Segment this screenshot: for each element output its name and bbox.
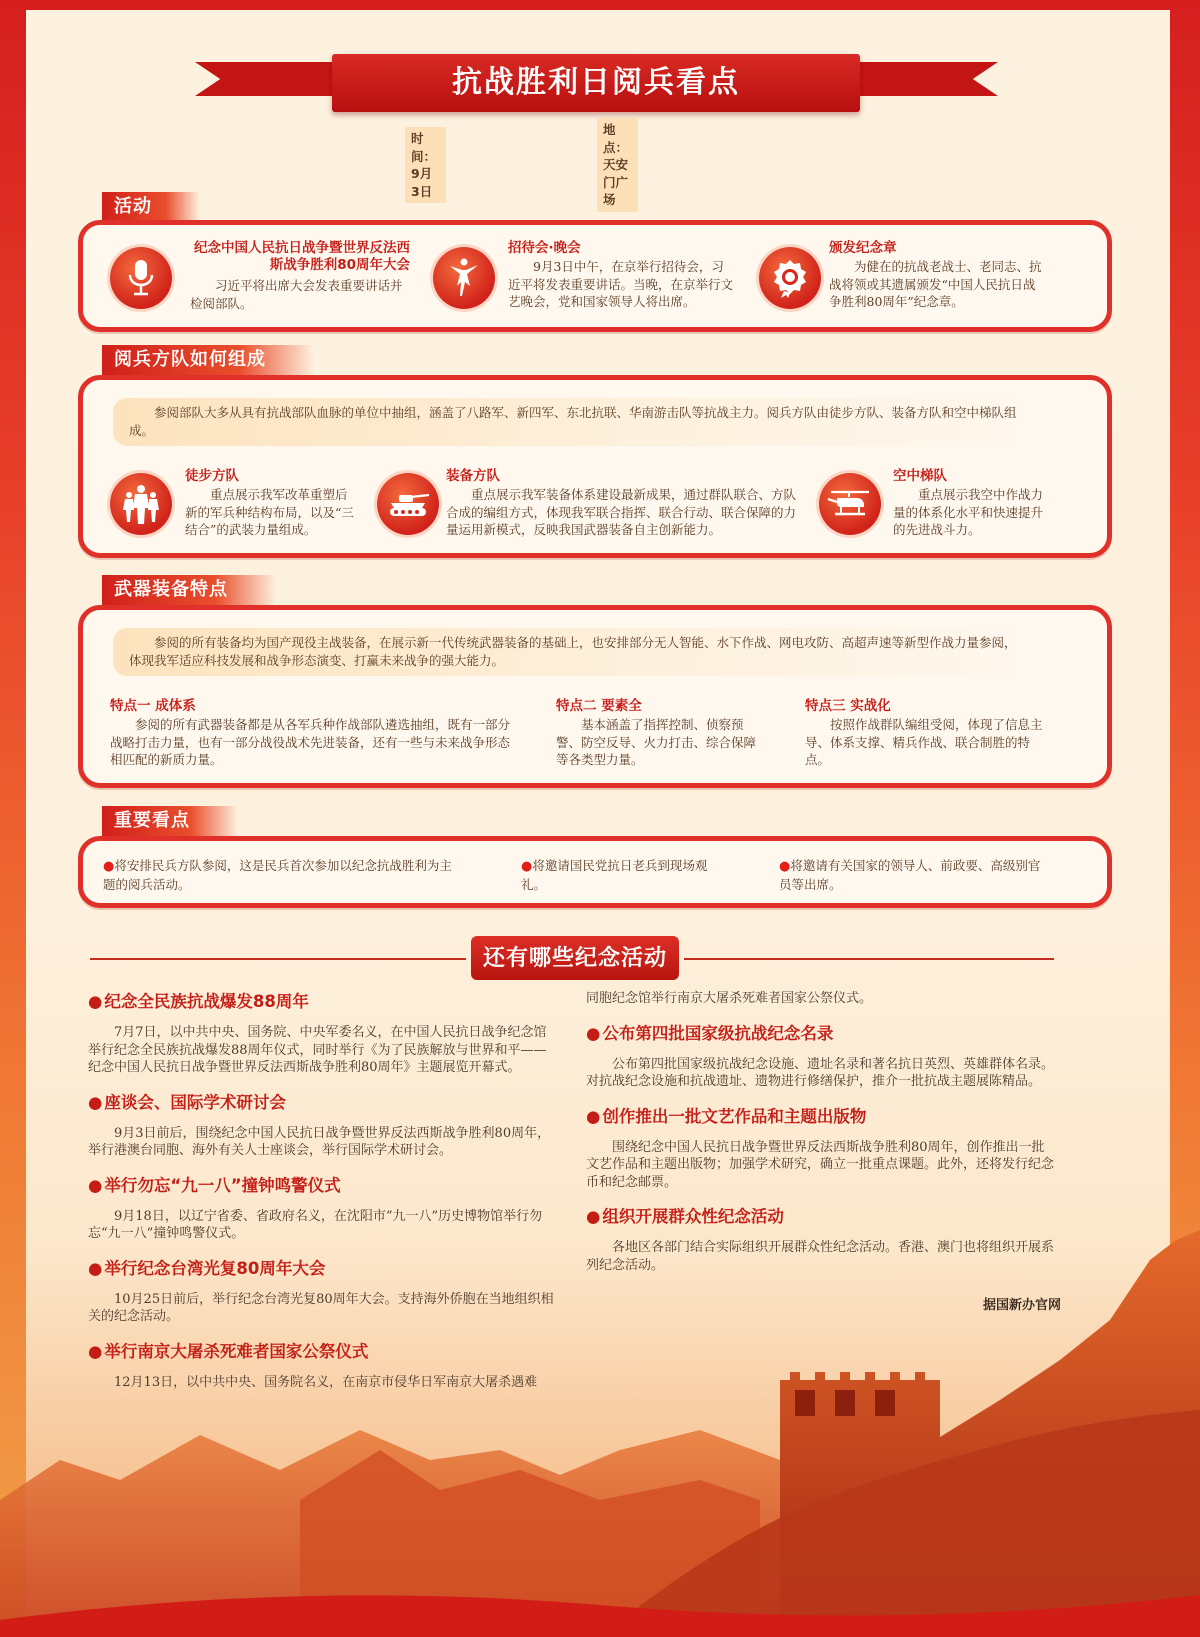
highlight-text-1: 将安排民兵方队参阅，这是民兵首次参加以纪念抗战胜利为主题的阅兵活动。 [103,858,452,892]
other-right-text-3: 各地区各部门结合实际组织开展群众性纪念活动。香港、澳门也将组织开展系列纪念活动。 [586,1240,1055,1273]
section-tab-formation: 阅兵方队如何组成 [102,345,314,375]
medal-icon [759,247,821,309]
other-right-text-1: 公布第四批国家级抗战纪念设施、遗址名录和著名抗日英烈、英雄群体名录。对抗战纪念设施和抗战遗址、遗物进行修缮保护，推介一批抗战主题展陈精品。 [586,1056,1055,1089]
weapons-text-2: 基本涵盖了指挥控制、侦察预警、防空反导、火力打击、综合保障等各类型力量。 [556,717,757,767]
other-left-heading-1: ● 纪念全民族抗战爆发88周年 [88,992,309,1011]
place-info [597,122,629,208]
formation-text-3: 重点展示我空中作战力量的体系化水平和快速提升的先进战斗力。 [893,487,1044,537]
formation-title-3: 空中梯队 [893,468,947,484]
formation-title-1: 徒步方队 [185,468,239,484]
great-wall-illustration [0,1200,1200,1637]
activity-title-2: 招待会·晚会 [508,240,581,256]
highlights-box [78,836,1112,908]
formation-box [78,375,1112,558]
divider-left [90,958,466,960]
activities-box [78,220,1112,332]
weapons-intro: 参阅的所有装备均为国产现役主战装备，在展示新一代传统武器装备的基础上，也安排部分无人智能、水下作战、网电攻防、高超声速等新型作战力量参阅，体现我军适应科技发展和战争形态演变、打赢未来战争的强大能力。 [113,628,1043,676]
activity-text-2: 9月3日中午，在京举行招待会，习近平将发表重要讲话。当晚，在京举行文艺晚会，党和国家领导人将出席。 [508,259,734,309]
tank-icon [377,473,439,535]
section-tab-weapons: 武器装备特点 [102,575,276,605]
other-left-text-1: 7月7日，以中共中央、国务院、中央军委名义，在中国人民抗日战争纪念馆举行纪念全民族抗战爆发88周年仪式，同时举行《为了民族解放与世界和平——纪念中国人民抗日战争暨世界反法西斯战争胜利80周年》主题展览开幕式。 [88,1025,547,1075]
other-left-heading-2: ● 座谈会、国际学术研讨会 [88,1092,286,1112]
highlight-item-3: ●将邀请有关国家的领导人、前政要、高级别官员等出席。 [779,858,1041,892]
other-right-continued: 同胞纪念馆举行南京大屠杀死难者国家公祭仪式。 [586,991,873,1006]
time-text: 时间：9月3日 [405,127,446,203]
other-left-heading-3: ● 举行勿忘“九一八”撞钟鸣警仪式 [88,1175,341,1195]
divider-right [684,958,1054,960]
highlight-item-1: ●将安排民兵方队参阅，这是民兵首次参加以纪念抗战胜利为主题的阅兵活动。 [103,858,452,892]
other-right-heading-1: ● 公布第四批国家级抗战纪念名录 [586,1023,834,1043]
other-right-heading-2: ● 创作推出一批文艺作品和主题出版物 [586,1106,867,1126]
activity-title-1: 纪念中国人民抗日战争暨世界反法西斯战争胜利80周年大会 [194,240,410,273]
time-info [405,131,437,199]
helicopter-icon [819,473,881,535]
other-left-heading-4: ● 举行纪念台湾光复80周年大会 [88,1258,326,1278]
section-tab-highlights: 重要看点 [102,806,238,836]
activity-title-3: 颁发纪念章 [829,240,897,256]
other-left-text-4: 10月25日前后，举行纪念台湾光复80周年大会。支持海外侨胞在当地组织相关的纪念活动。 [88,1291,554,1324]
weapons-text-3: 按照作战群队编组受阅，体现了信息主导、体系支撑、精兵作战、联合制胜的特点。 [805,717,1043,767]
activity-text-1: 习近平将出席大会发表重要讲话并检阅部队。 [190,278,403,311]
weapons-box [78,605,1112,788]
soldiers-icon [110,473,172,535]
formation-text-1: 重点展示我军改革重塑后新的军兵种结构布局，以及“三结合”的武装力量组成。 [185,487,354,537]
source-note: 据国新办官网 [983,1298,1062,1313]
weapons-text-1: 参阅的所有武器装备都是从各军兵种作战部队遴选抽组，既有一部分战略打击力量，也有一部分战役战术先进装备，还有一些与未来战争形态相匹配的新质力量。 [110,717,511,767]
weapons-title-1: 特点一 成体系 [110,698,196,714]
formation-title-2: 装备方队 [446,468,500,484]
highlight-text-3: 将邀请有关国家的领导人、前政要、高级别官员等出席。 [779,858,1041,892]
section-tab-activities: 活动 [102,192,200,222]
highlight-text-2: 将邀请国民党抗日老兵到现场观礼。 [521,858,708,892]
other-left-heading-5: ● 举行南京大屠杀死难者国家公祭仪式 [88,1341,369,1361]
page-title: 抗战胜利日阅兵看点 [332,54,860,112]
weapons-title-3: 特点三 实战化 [805,698,891,714]
other-left-text-5: 12月13日，以中共中央、国务院名义，在南京市侵华日军南京大屠杀遇难 [114,1374,538,1390]
other-left-text-2: 9月3日前后，围绕纪念中国人民抗日战争暨世界反法西斯战争胜利80周年，举行港澳台同胞、海外有关人士座谈会，举行国际学术研讨会。 [88,1125,551,1158]
highlight-item-2: ●将邀请国民党抗日老兵到现场观礼。 [521,858,708,892]
other-right-heading-3: ● 组织开展群众性纪念活动 [586,1207,784,1226]
activity-text-3: 为健在的抗战老战士、老同志、抗战将领或其遗属颁发“中国人民抗日战争胜利80周年”纪念章。 [829,259,1042,309]
other-activities-banner: 还有哪些纪念活动 [471,936,679,980]
weapons-title-2: 特点二 要素全 [556,698,642,714]
microphone-icon [110,247,172,309]
other-left-text-3: 9月18日，以辽宁省委、省政府名义，在沈阳市“九一八”历史博物馆举行勿忘“九一八”撞钟鸣警仪式。 [88,1208,543,1241]
formation-intro: 参阅部队大多从具有抗战部队血脉的单位中抽组，涵盖了八路军、新四军、东北抗联、华南游击队等抗战主力。阅兵方队由徒步方队、装备方队和空中梯队组成。 [113,398,1043,446]
place-text: 地点：天安门广场 [597,118,638,212]
formation-text-2: 重点展示我军装备体系建设最新成果，通过群队联合、方队合成的编组方式，体现我军联合指挥、联合行动、联合保障的力量运用新模式，反映我国武器装备自主创新能力。 [446,487,797,537]
dancer-icon [433,247,495,309]
other-right-text-2: 围绕纪念中国人民抗日战争暨世界反法西斯战争胜利80周年，创作推出一批文艺作品和主题出版物；加强学术研究，确立一批重点课题。此外，还将发行纪念币和纪念邮票。 [586,1139,1055,1190]
